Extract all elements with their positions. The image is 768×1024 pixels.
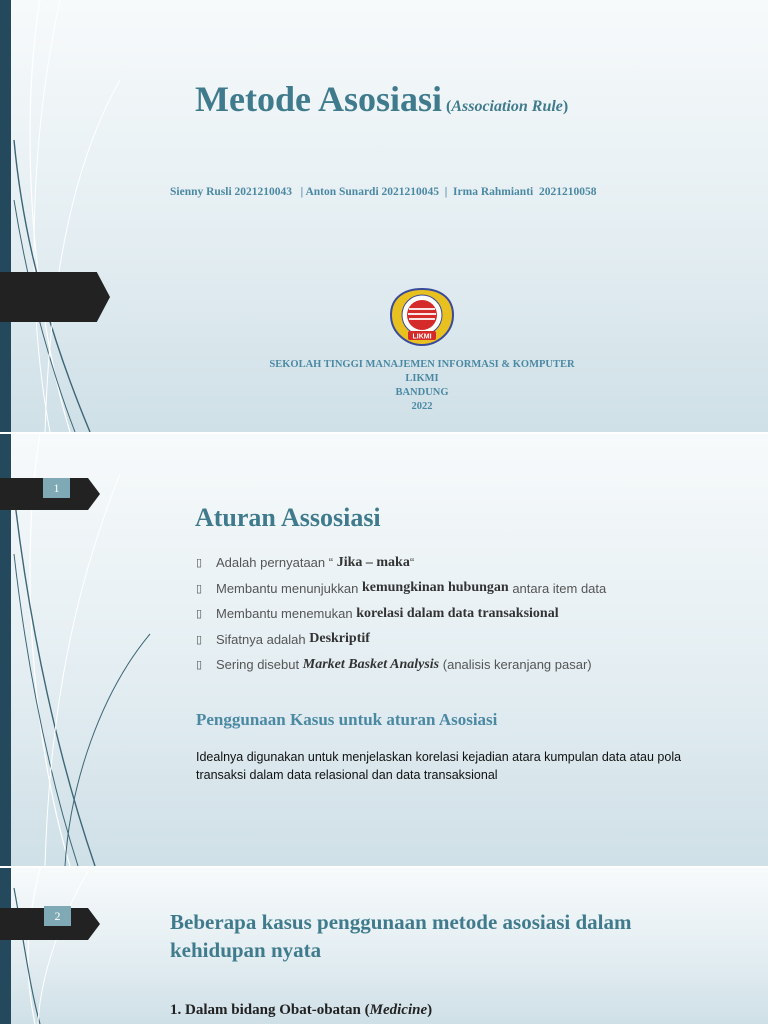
bullet-text: Adalah pernyataan “: [216, 555, 334, 571]
bullet-icon: ▯: [196, 633, 203, 646]
bullet-icon: ▯: [196, 608, 203, 621]
decorative-curves: [0, 868, 160, 1024]
title-paren-close: ): [562, 98, 569, 115]
bullet-text: Sering disebut: [216, 657, 300, 673]
school-info: [230, 358, 614, 414]
school-year: 2022: [411, 401, 433, 412]
bullet-bold-italic: Market Basket Analysis: [302, 656, 440, 672]
bullet-icon: ▯: [196, 582, 203, 595]
list-item: [196, 652, 606, 678]
slide-title: Aturan Assosiasi: [195, 503, 381, 532]
bullet-bold: kemungkinan hubungan: [361, 580, 509, 596]
bullet-text: (analisis keranjang pasar): [442, 657, 592, 673]
bullet-text: Membantu menunjukkan: [216, 580, 359, 596]
school-city: BANDUNG: [395, 387, 449, 398]
sidebar-stripe: [0, 0, 11, 432]
bullet-bold: korelasi dalam data transaksional: [356, 605, 559, 621]
content-slide-2: [0, 868, 768, 1024]
content-slide-1: [0, 434, 768, 866]
bullet-bold: Deskriptif: [309, 631, 370, 647]
svg-text:LIKMI: LIKMI: [412, 333, 432, 341]
list-item: [196, 576, 606, 602]
item-italic: Medicine: [369, 1002, 428, 1018]
slide-title: Beberapa kasus penggunaan metode asosiasi dalam kehidupan nyata: [170, 910, 632, 962]
section-paragraph: Idealnya digunakan untuk menjelaskan korelasi kejadian atara kumpulan data atau pola transaksi dalam data relasional dan data transaksional: [196, 750, 682, 782]
bullet-list: [196, 550, 606, 678]
bullet-icon: ▯: [196, 557, 203, 570]
bullet-text: “: [409, 555, 415, 571]
item-text: 1. Dalam bidang Obat-obatan (: [170, 1002, 370, 1018]
school-abbrev: LIKMI: [405, 373, 439, 384]
title-subtitle: Association Rule: [451, 98, 563, 115]
slide-number: 1: [43, 478, 70, 498]
bullet-bold: Jika – maka: [336, 554, 410, 570]
list-item: [196, 601, 606, 627]
sidebar-stripe: [0, 868, 11, 1024]
likmi-logo: [389, 287, 455, 347]
title-paren-open: (: [446, 98, 452, 115]
school-name: SEKOLAH TINGGI MANAJEMEN INFORMASI & KOMPUTER: [269, 359, 575, 370]
arrow-tab: [0, 272, 110, 322]
bullet-text: Membantu menemukan: [216, 606, 353, 622]
numbered-item: [170, 1002, 432, 1019]
slide-number: 2: [44, 906, 71, 926]
title-main: Metode Asosiasi: [195, 79, 442, 119]
section-subtitle: Penggunaan Kasus untuk aturan Asosiasi: [196, 710, 498, 729]
title-slide: [0, 0, 768, 432]
list-item: [196, 627, 606, 653]
slide-title: [195, 78, 568, 120]
authors-line: Sienny Rusli 2021210043 | Anton Sunardi 2021210045 | Irma Rahmianti 2021210058: [170, 186, 597, 198]
decorative-curves: [0, 0, 160, 432]
item-text: ): [427, 1002, 433, 1018]
bullet-text: Sifatnya adalah: [216, 631, 306, 647]
bullet-text: antara item data: [512, 580, 607, 596]
bullet-icon: ▯: [196, 659, 203, 672]
list-item: [196, 550, 606, 576]
